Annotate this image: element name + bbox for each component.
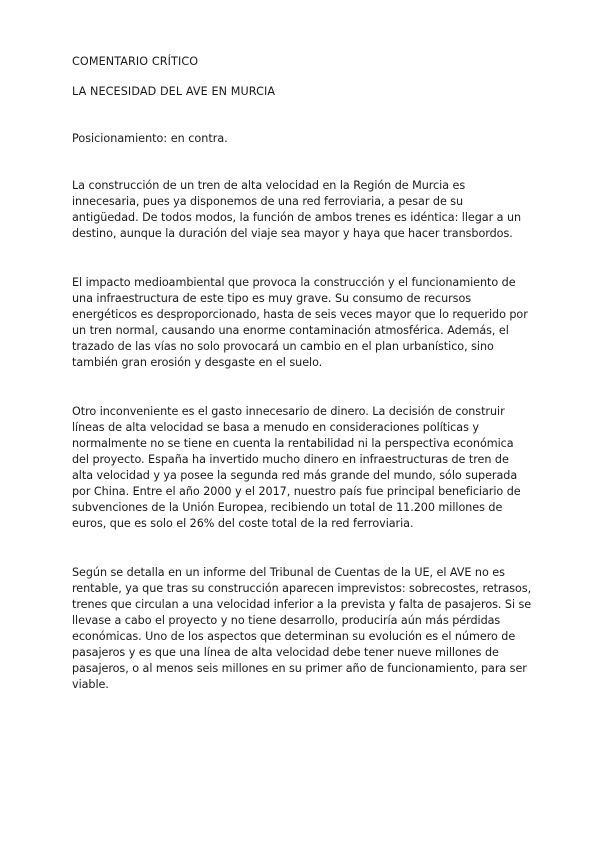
paragraph-3: Otro inconveniente es el gasto innecesario de dinero. La decisión de construir líneas de alta velocidad se basa a menudo en consideraciones políticas y normalmente no se tiene en cuenta la rentabilidad ni la perspectiva económica del proyecto. España ha invertido mucho dinero en infraestructuras de tren de alta velocidad y ya posee la segunda red más grande del mundo, sólo superada por China. Entre el año 2000 y el 2017, nuestro país fue principal beneficiario de subvenciones de la Unión Europea, recibiendo un total de 11.200 millones de euros, que es solo el 26% del coste total de la red ferroviaria. <box>72 405 521 530</box>
position-statement: Posicionamiento: en contra. <box>72 132 228 145</box>
paragraph-4: Según se detalla en un informe del Tribunal de Cuentas de la UE, el AVE no es rentable, ya que tras su construcción aparecen imprevistos: sobrecostes, retrasos, trenes que circulan a una velocidad inferior a la prevista y falta de pasajeros. Si se llevase a cabo el proyecto y no tiene desarrollo, produciría aún más pérdidas económicas. Uno de los aspectos que determinan su evolución es el número de pasajeros y es que una línea de alta velocidad debe tener nueve millones de pasajeros, o al menos seis millones en su primer año de funcionamiento, para ser viable. <box>72 566 532 691</box>
document-title-line1: COMENTARIO CRÍTICO <box>72 55 199 68</box>
document-title-line2: LA NECESIDAD DEL AVE EN MURCIA <box>72 85 276 98</box>
paragraph-2: El impacto medioambiental que provoca la construcción y el funcionamiento de una infraestructura de este tipo es muy grave. Su consumo de recursos energéticos es desproporcionado, hasta de seis veces mayor que lo requerido por un tren normal, causando una enorme contaminación atmosférica. Además, el trazado de las vías no solo provocará un cambio en el plan urbanístico, sino también gran erosión y desgaste en el suelo. <box>72 276 528 369</box>
document-page <box>72 54 532 693</box>
paragraph-1: La construcción de un tren de alta velocidad en la Región de Murcia es innecesaria, pues ya disponemos de una red ferroviaria, a pesar de su antigüedad. De todos modos, la función de ambos trenes es idéntica: llegar a un destino, aunque la duración del viaje sea mayor y haya que hacer transbordos. <box>72 179 522 240</box>
